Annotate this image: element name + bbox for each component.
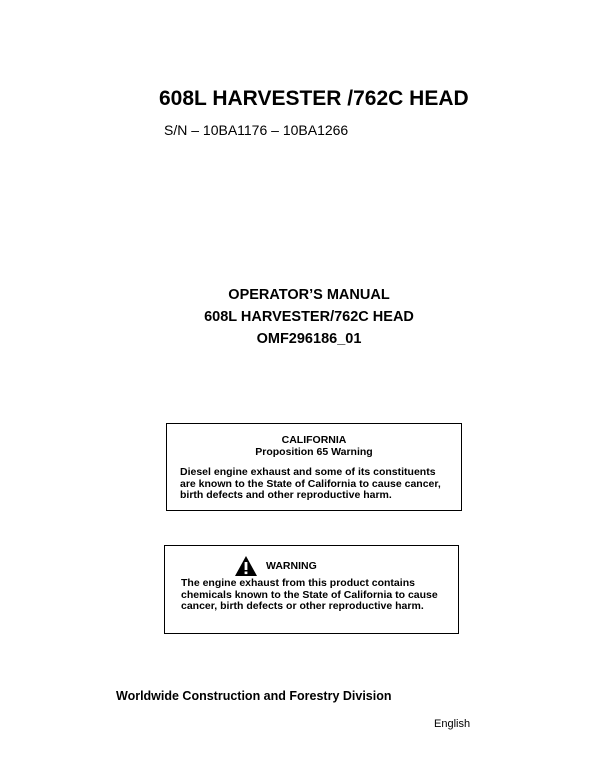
warning-header xyxy=(235,555,317,577)
california-heading: CALIFORNIA xyxy=(281,434,347,446)
serial-number-range: S/N – 10BA1176 – 10BA1266 xyxy=(164,122,349,138)
california-notice-text: Diesel engine exhaust and some of its constituents are known to the State of California to cause cancer, birth defects and other reproductive harm. xyxy=(180,466,441,501)
manual-number: OMF296186_01 xyxy=(256,331,362,347)
manual-identification xyxy=(0,284,600,350)
warning-notice xyxy=(164,545,459,634)
california-notice-heading xyxy=(167,434,461,458)
manual-machine: 608L HARVESTER/762C HEAD xyxy=(204,309,414,325)
document-title: 608L HARVESTER /762C HEAD xyxy=(159,87,469,110)
language-label: English xyxy=(434,718,471,730)
division-name: Worldwide Construction and Forestry Division xyxy=(116,689,392,703)
warning-text: The engine exhaust from this product contains chemicals known to the State of California to cause cancer, birth defects or other reproductive harm. xyxy=(181,577,438,612)
warning-label: WARNING xyxy=(266,560,317,572)
proposition-65-heading: Proposition 65 Warning xyxy=(255,446,373,458)
manual-type: OPERATOR’S MANUAL xyxy=(228,287,390,303)
california-prop65-notice xyxy=(166,423,462,511)
warning-triangle-icon xyxy=(235,556,257,576)
